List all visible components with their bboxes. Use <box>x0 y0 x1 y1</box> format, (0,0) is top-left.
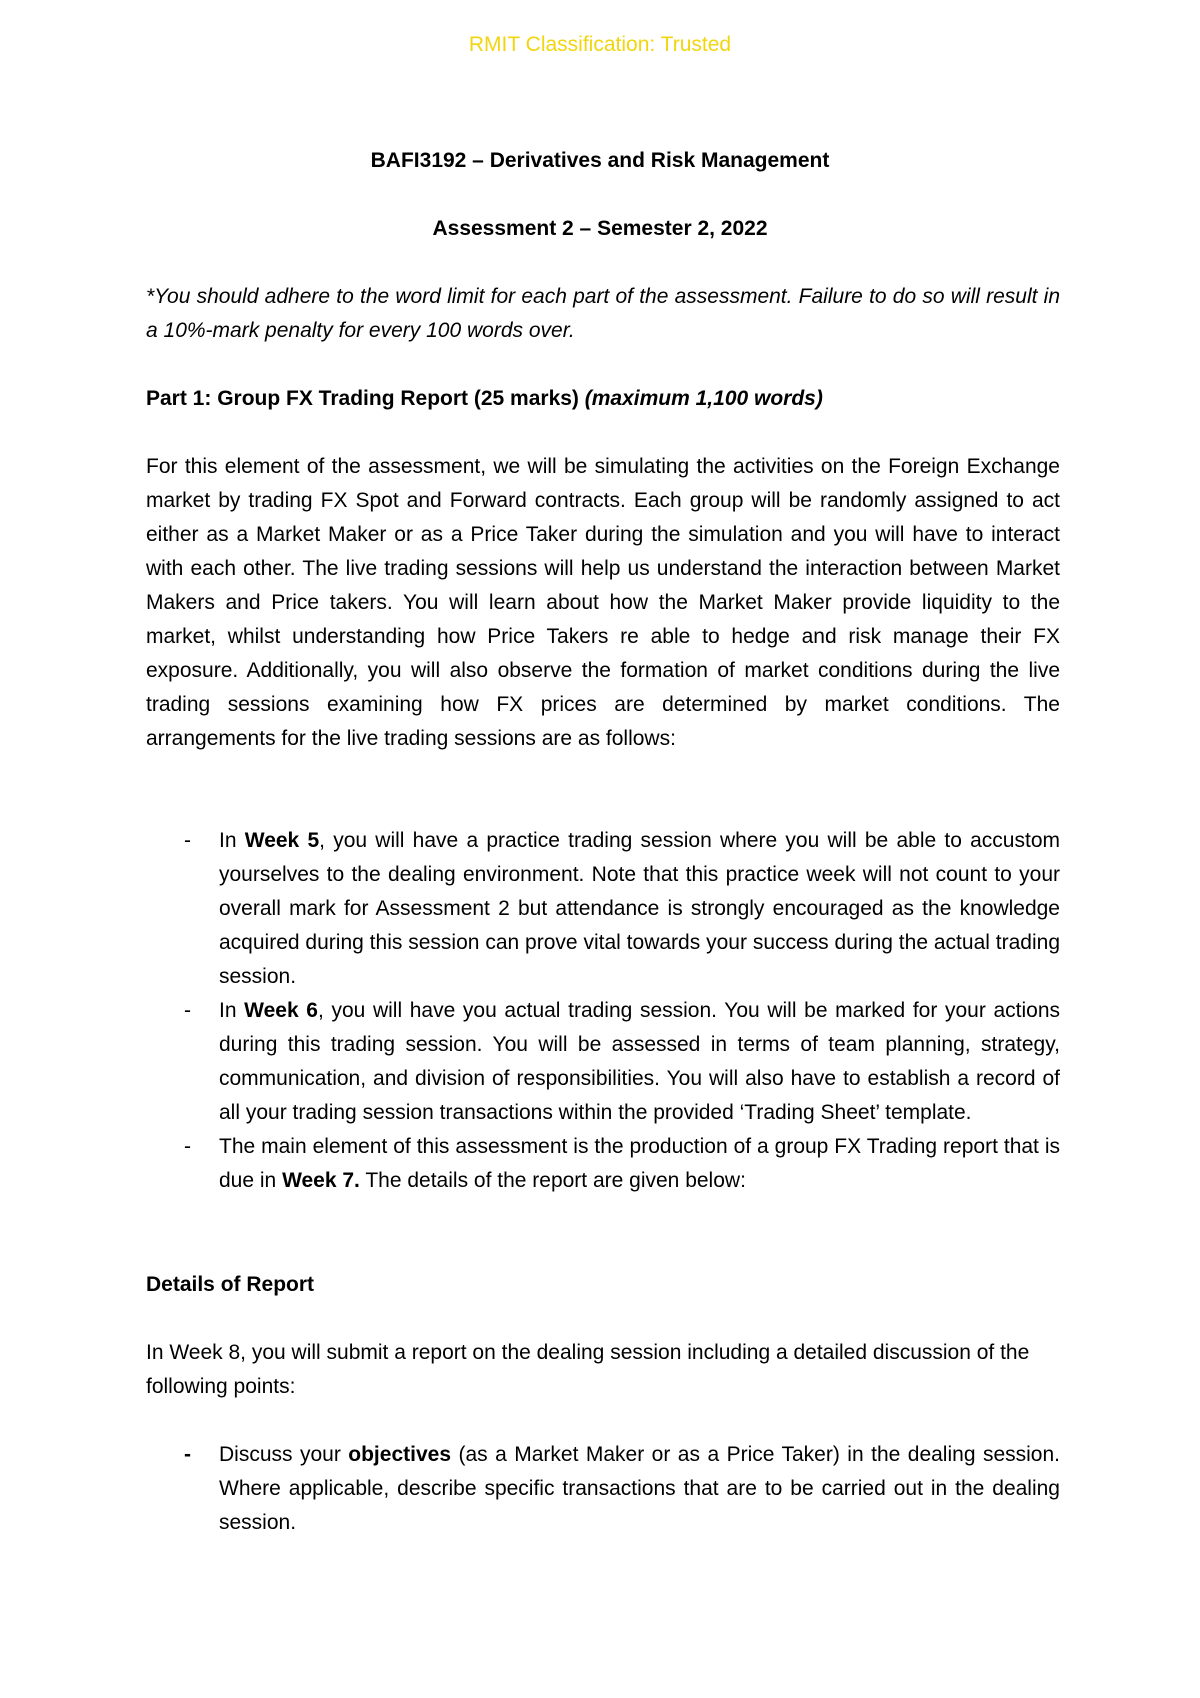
bullet-dash: - <box>184 1443 191 1466</box>
details-intro-paragraph: In Week 8, you will submit a report on the dealing session including a detailed discussion of the following points: <box>146 1341 1030 1398</box>
bullet-dash: - <box>184 829 191 852</box>
week-label: Week 7. <box>282 1169 360 1192</box>
part1-heading <box>146 382 1060 416</box>
bullet-dash: - <box>184 1135 191 1158</box>
part1-heading-text: Part 1: Group FX Trading Report (25 marks) <box>146 387 579 410</box>
assessment-title: Assessment 2 – Semester 2, 2022 <box>432 217 768 240</box>
word-limit-note: *You should adhere to the word limit for each part of the assessment. Failure to do so will result in a 10%-mark penalty for every 100 words over. <box>146 285 1060 342</box>
bullet-dash: - <box>184 999 191 1022</box>
course-title: BAFI3192 – Derivatives and Risk Management <box>370 149 830 172</box>
list-item: - In Week 5, you will have a practice trading session where you will be able to accustom yourselves to the dealing environment. Note that this practice week will not count to your overall mark for Assessment 2 but attendance is strongly encouraged as the knowledge acquired during this session can prove vital towards your success during the actual trading session. <box>146 824 1060 994</box>
list-item: - Discuss your objectives (as a Market Maker or as a Price Taker) in the dealing session. Where applicable, describe specific transactions that are to be carried out in the dealing session. <box>146 1438 1060 1540</box>
classification-label: RMIT Classification: Trusted <box>468 33 732 56</box>
part1-word-limit: (maximum 1,100 words) <box>584 387 823 410</box>
list-item: - In Week 6, you will have you actual trading session. You will be marked for your actions during this trading session. You will be assessed in terms of team planning, strategy, communication, and division of responsibilities. You will also have to establish a record of all your trading session transactions within the provided ‘Trading Sheet’ template. <box>146 994 1060 1130</box>
report-points-list <box>146 1438 1060 1540</box>
objectives-label: objectives <box>348 1443 451 1466</box>
part1-intro-paragraph: For this element of the assessment, we will be simulating the activities on the Foreign Exchange market by trading FX Spot and Forward contracts. Each group will be randomly assigned to act either as a Market Maker or as a Price Taker during the simulation and you will have to interact with each other. The live trading sessions will help us understand the interaction between Market Makers and Price takers. You will learn about how the Market Maker provide liquidity to the market, whilst understanding how Price Takers re able to hedge and risk manage their FX exposure. Additionally, you will also observe the formation of market conditions during the live trading sessions examining how FX prices are determined by market conditions. The arrangements for the live trading sessions are as follows: <box>146 455 1060 750</box>
trading-sessions-list <box>146 824 1060 1198</box>
week-label: Week 6 <box>244 999 318 1022</box>
details-heading: Details of Report <box>146 1273 315 1296</box>
list-item: - The main element of this assessment is the production of a group FX Trading report that is due in Week 7. The details of the report are given below: <box>146 1130 1060 1198</box>
week-label: Week 5 <box>244 829 320 852</box>
